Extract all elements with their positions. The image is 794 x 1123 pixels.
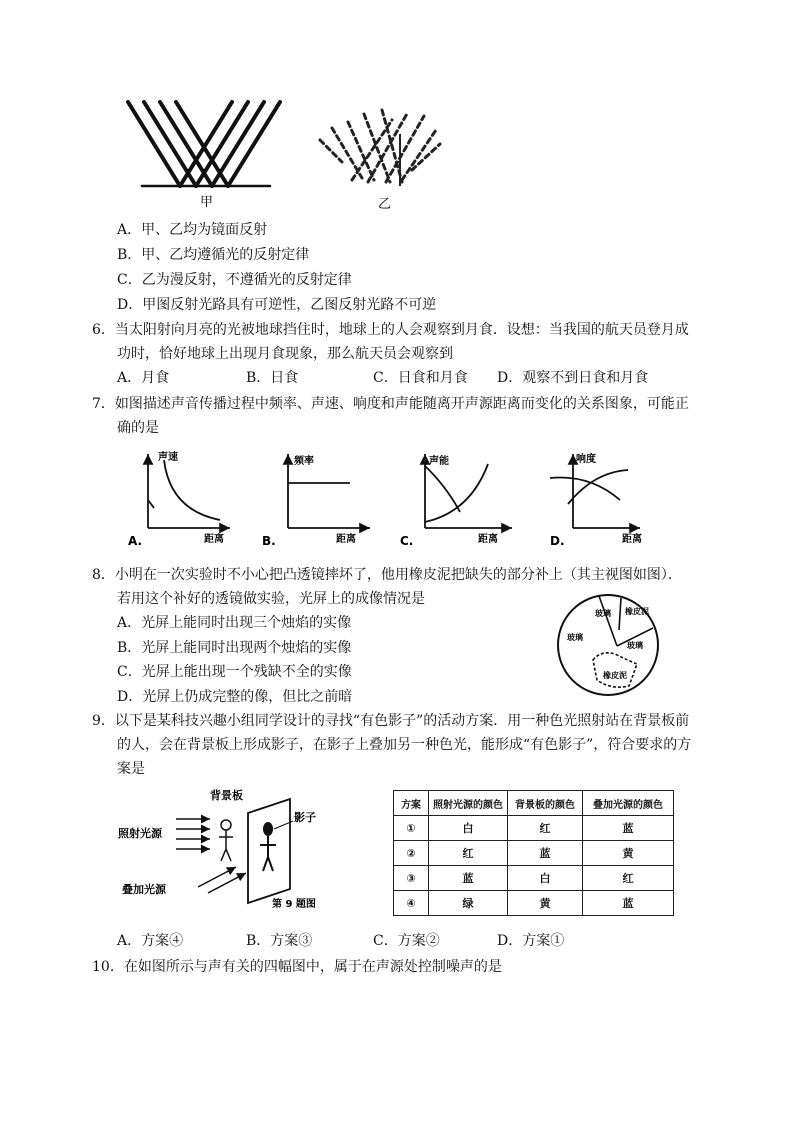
cell-board: 蓝: [508, 841, 583, 866]
cell-overlay: 黄: [583, 841, 674, 866]
q10-stem: 10．在如图所示与声有关的四幅图中，属于在声源处控制噪声的是: [92, 959, 502, 975]
q8-option-b[interactable]: B．光屏上能同时出现两个烛焰的实像: [117, 640, 352, 656]
shadow-setup-figure: [118, 785, 353, 915]
mirror-reflection-figure: [120, 98, 290, 216]
q9-option-d[interactable]: D．方案①: [497, 933, 565, 949]
cell-plan: ④: [394, 891, 429, 916]
cell-plan: ③: [394, 866, 429, 891]
header-board-color: 背景板的颜色: [508, 791, 583, 816]
graph-d-letter: D.: [550, 534, 565, 548]
table-row: [394, 891, 674, 916]
diffuse-reflection-figure: [312, 100, 452, 215]
label-shadow: 影子: [294, 811, 316, 824]
graph-c-curve-rising: [425, 464, 488, 522]
q6-option-b[interactable]: B．日食: [246, 370, 299, 386]
graph-d-curve-falling: [550, 477, 620, 500]
cell-plan: ①: [394, 816, 429, 841]
graph-b-xlabel: 距离: [336, 534, 356, 545]
graph-c-curve-falling: [425, 466, 460, 512]
lens-label-clay-bottom: 橡皮泥: [603, 671, 627, 680]
q8-stem-line2: 若用这个补好的透镜做实验，光屏上的成像情况是: [117, 591, 425, 607]
q8-option-d[interactable]: D．光屏上仍成完整的像，但比之前暗: [117, 689, 353, 705]
cell-light: 绿: [429, 891, 508, 916]
q7-graphs: [120, 448, 660, 550]
graph-b-ylabel: 频率: [294, 456, 314, 467]
cell-overlay: 蓝: [583, 891, 674, 916]
cell-light: 蓝: [429, 866, 508, 891]
q9-stem-line2: 的人，会在背景板上形成影子，在影子上叠加另一种色光，能形成“有色影子”，符合要求的方: [117, 737, 692, 753]
cell-overlay: 红: [583, 866, 674, 891]
q7-stem-line1: 7．如图描述声音传播过程中频率、声速、响度和声能随离开声源距离而变化的关系图象，可能正: [92, 396, 689, 412]
graph-a[interactable]: [128, 450, 230, 548]
label-light-source: 照射光源: [118, 827, 162, 840]
q9-option-a[interactable]: A．方案④: [117, 933, 184, 949]
lens-label-glass-top: 玻璃: [595, 609, 611, 618]
q6-option-a[interactable]: A．月食: [117, 370, 170, 386]
lens-figure: [553, 590, 663, 700]
cell-overlay: 蓝: [583, 816, 674, 841]
label-overlay-source: 叠加光源: [122, 883, 166, 896]
graph-a-letter: A.: [128, 534, 143, 548]
q5-option-d[interactable]: D．甲图反射光路具有可逆性，乙图反射光路不可逆: [117, 297, 437, 313]
lens-label-clay-top: 橡皮泥: [625, 607, 649, 616]
cell-light: 红: [429, 841, 508, 866]
q5-option-a[interactable]: A．甲、乙均为镜面反射: [117, 222, 268, 238]
q6-stem-line1: 6．当太阳射向月亮的光被地球挡住时，地球上的人会观察到月食．设想：当我国的航天员登月成: [92, 322, 689, 338]
q5-option-c[interactable]: C．乙为漫反射，不遵循光的反射定律: [117, 272, 352, 288]
graph-d-xlabel: 距离: [622, 534, 642, 545]
graph-c[interactable]: [400, 454, 512, 548]
graph-c-ylabel: 声能: [429, 456, 449, 467]
graph-b-letter: B.: [262, 534, 276, 548]
graph-d-ylabel: 响度: [576, 454, 596, 465]
header-light-color: 照射光源的颜色: [429, 791, 508, 816]
q8-stem-line1: 8．小明在一次实验时不小心把凸透镜摔坏了，他用橡皮泥把缺失的部分补上（其主视图如图）．: [92, 567, 682, 583]
plan-table-header: [394, 791, 674, 816]
graph-a-xlabel: 距离: [204, 534, 224, 545]
q9-options: [117, 931, 717, 951]
graph-d[interactable]: [550, 452, 642, 548]
q6-options: [117, 368, 717, 388]
person-icon: [221, 820, 231, 830]
plan-table: [393, 790, 674, 916]
cell-plan: ②: [394, 841, 429, 866]
graph-c-xlabel: 距离: [478, 534, 498, 545]
q8-option-c[interactable]: C．光屏上能出现一个残缺不全的实像: [117, 664, 352, 680]
lens-label-glass-right: 玻璃: [627, 641, 643, 650]
cell-board: 白: [508, 866, 583, 891]
table-row: [394, 816, 674, 841]
cell-board: 红: [508, 816, 583, 841]
q6-option-c[interactable]: C．日食和月食: [373, 370, 468, 386]
graph-a-ylabel: 声速: [158, 452, 178, 463]
q5-option-b[interactable]: B．甲、乙均遵循光的反射定律: [117, 247, 310, 263]
figure-caption: 第 9 题图: [272, 899, 316, 910]
graph-b[interactable]: [262, 454, 370, 548]
lens-label-glass-left: 玻璃: [567, 633, 583, 642]
cell-light: 白: [429, 816, 508, 841]
q7-stem-line2: 确的是: [117, 420, 159, 436]
q9-stem-line1: 9．以下是某科技兴趣小组同学设计的寻找“有色影子”的活动方案．用一种色光照射站在背景板前: [92, 713, 690, 729]
header-plan: 方案: [394, 791, 429, 816]
q6-stem-line2: 功时，恰好地球上出现月食现象，那么航天员会观察到: [117, 346, 453, 362]
q9-stem-line3: 案是: [117, 761, 145, 777]
q9-option-b[interactable]: B．方案③: [246, 933, 313, 949]
q6-option-d[interactable]: D．观察不到日食和月食: [497, 370, 649, 386]
graph-c-letter: C.: [400, 534, 414, 548]
fig-jia-label: 甲: [200, 195, 214, 210]
q8-option-a[interactable]: A．光屏上能同时出现三个烛焰的实像: [117, 615, 352, 631]
cell-board: 黄: [508, 891, 583, 916]
graph-a-curve: [164, 460, 220, 520]
fig-yi-label: 乙: [378, 197, 392, 212]
label-background: 背景板: [210, 789, 243, 802]
table-row: [394, 841, 674, 866]
table-row: [394, 866, 674, 891]
header-overlay-color: 叠加光源的颜色: [583, 791, 674, 816]
q9-option-c[interactable]: C．方案②: [373, 933, 440, 949]
